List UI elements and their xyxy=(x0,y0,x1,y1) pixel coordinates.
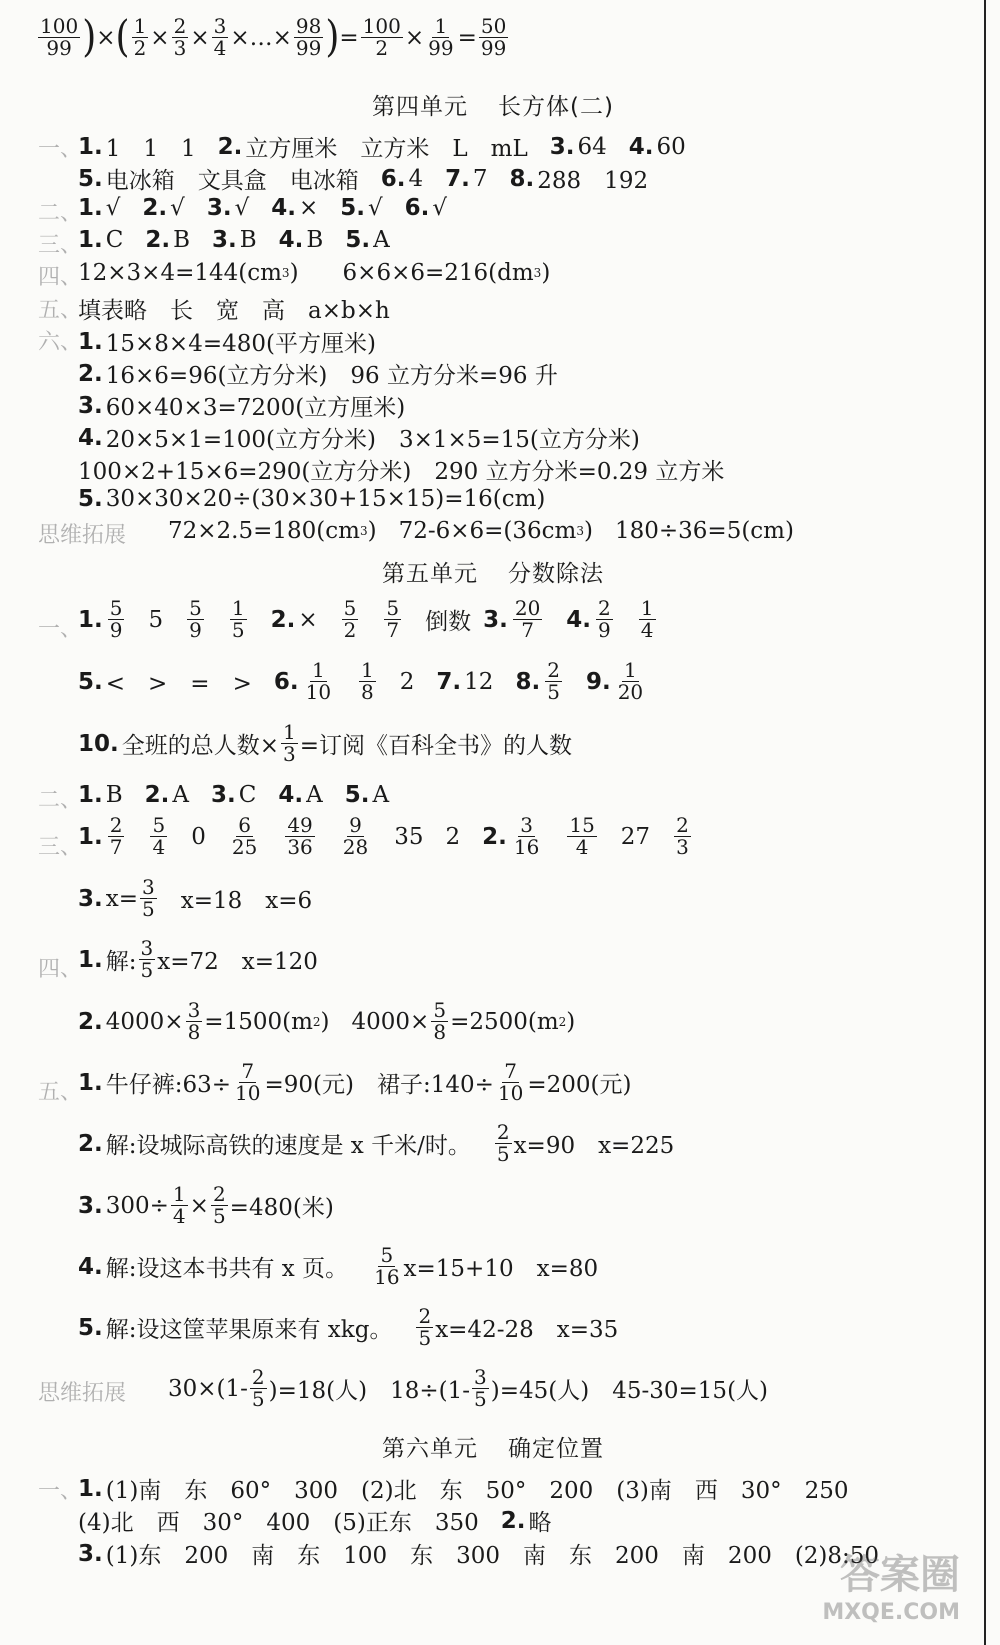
u5-line-14: 30×(1- $\frac{2}{5}$ )=18(人) 18÷(1- $\frac{3}{5}$ )=45(人) 45-30=15(人) xyxy=(168,1365,769,1411)
section-label: 四、 xyxy=(38,957,83,982)
u4-line-8: 2. 16×6=96(立方分米) 96 立方分米=96 升 xyxy=(78,360,558,389)
fraction: $\frac{100}{99}$ xyxy=(40,14,79,60)
section-label: 五、 xyxy=(38,1080,83,1105)
u5-line-2: 5. < > = > 6. $\frac{1}{10}$ $\frac{1}{8}$ 2 7. 12 8. $\frac{2}{5}$ 9. $\frac{1}{20}$ xyxy=(78,658,644,704)
u4-line-7: 1. 15×8×4=480(平方厘米) xyxy=(78,328,376,357)
u4-line-1: 1. 1 1 1 2. 立方厘米 立方米 L mL 3. 64 4. 60 xyxy=(78,133,686,162)
u5-line-3: 10. 全班的总人数× $\frac{1}{3}$ =订阅《百科全书》的人数 xyxy=(78,720,573,766)
u4-line-10: 4. 20×5×1=100(立方分米) 3×1×5=15(立方分米) xyxy=(78,424,640,453)
u5-line-10: 2. 解:设城际高铁的速度是 x 千米/时。 $\frac{2}{5}$ x=90 x=225 xyxy=(78,1120,675,1166)
u4-line-5: 12×3×4=144(cm 3 ) 6×6×6=216(dm 3 ) xyxy=(78,260,551,286)
u4-line-6: 填表略 长 宽 高 a×b×h xyxy=(78,298,390,324)
section-label: 五、 xyxy=(38,298,83,323)
unit5-heading: 第五单元 分数除法 xyxy=(382,561,604,587)
section-label: 一、 xyxy=(38,1479,83,1504)
u5-line-12: 4. 解:设这本书共有 x 页。 $\frac{5}{16}$ x=15+10 x=80 xyxy=(78,1243,599,1289)
u5-line-5: 1. $\frac{2}{7}$ $\frac{5}{4}$ 0 $\frac{6}{25}$ $\frac{49}{36}$ $\frac{9}{28}$ 35 2 2. $\frac{3}{16}$ $\frac{15}{4}$ 27 $\frac{2}{3}$ xyxy=(78,813,689,859)
u5-line-8: 2. 4000× $\frac{3}{8}$ =1500(m 2 ) 4000× $\frac{5}{8}$ =2500(m 2 ) xyxy=(78,998,576,1044)
section-label: 思维拓展 xyxy=(38,1381,127,1406)
u5-line-4: 1. B 2. A 3. C 4. A 5. A xyxy=(78,782,390,808)
section-label: 二、 xyxy=(38,201,83,226)
section-label: 四、 xyxy=(38,265,83,290)
u5-line-1: 1. $\frac{5}{9}$ 5 $\frac{5}{9}$ $\frac{1}{5}$ 2. × $\frac{5}{2}$ $\frac{5}{7}$ 倒数 3. $\frac{20}{7}$ 4. $\frac{2}{9}$ $\frac{1}{4}$ xyxy=(78,596,654,642)
u4-line-12: 5. 30×30×20÷(30×30+15×15)=16(cm) xyxy=(78,486,546,512)
u5-line-11: 3. 300÷ $\frac{1}{4}$ × $\frac{2}{5}$ =480(米) xyxy=(78,1182,334,1228)
page-border-line xyxy=(984,0,986,1645)
section-label: 一、 xyxy=(38,137,83,162)
section-label: 三、 xyxy=(38,233,83,258)
u4-line-13: 72×2.5=180(cm 3 ) 72-6×6=(36cm 3 ) 180÷36=5(cm) xyxy=(168,518,794,544)
u5-line-7: 1. 解: $\frac{3}{5}$ x=72 x=120 xyxy=(78,936,318,982)
unit6-heading: 第六单元 确定位置 xyxy=(382,1436,604,1462)
section-label: 六、 xyxy=(38,330,83,355)
watermark-logo: 答案圈 MXQE.COM xyxy=(822,1552,960,1625)
section-label: 思维拓展 xyxy=(38,523,127,548)
top-equation: $\frac{100}{99}$ ) × ( $\frac{1}{2}$ × $\frac{2}{3}$ × $\frac{3}{4}$ ×…× $\frac{98}{99}$ ) = $\frac{100}{2}$ × $\frac{1}{99}$ = $\frac{50}{99}$ xyxy=(40,12,507,62)
u5-line-6: 3. x= $\frac{3}{5}$ x=18 x=6 xyxy=(78,875,313,921)
unit4-heading: 第四单元 长方体(二) xyxy=(372,94,614,120)
u4-line-11: 100×2+15×6=290(立方分米) 290 立方分米=0.29 立方米 xyxy=(78,459,725,485)
u5-line-13: 5. 解:设这筐苹果原来有 xkg。 $\frac{2}{5}$ x=42-28 x=35 xyxy=(78,1304,619,1350)
u4-line-3: 1. √ 2. √ 3. √ 4. × 5. √ 6. √ xyxy=(78,195,448,221)
u5-line-9: 1. 牛仔裤:63÷ $\frac{7}{10}$ =90(元) 裙子:140÷ $\frac{7}{10}$ =200(元) xyxy=(78,1059,632,1105)
u4-line-9: 3. 60×40×3=7200(立方厘米) xyxy=(78,392,406,421)
section-label: 一、 xyxy=(38,617,83,642)
u6-line-3: 3. (1)东 200 南 东 100 东 300 南 东 200 南 200 (2)8:50 xyxy=(78,1540,880,1569)
section-label: 二、 xyxy=(38,788,83,813)
u6-line-2: (4)北 西 30° 400 (5)正东 350 2. 略 xyxy=(78,1507,552,1536)
u6-line-1: 1. (1)南 东 60° 300 (2)北 东 50° 200 (3)南 西 30° 250 xyxy=(78,1475,849,1504)
u4-line-4: 1. C 2. B 3. B 4. B 5. A xyxy=(78,227,390,253)
section-label: 三、 xyxy=(38,835,83,860)
u4-line-2: 5. 电冰箱 文具盒 电冰箱 6. 4 7. 7 8. 288 192 xyxy=(78,165,649,194)
